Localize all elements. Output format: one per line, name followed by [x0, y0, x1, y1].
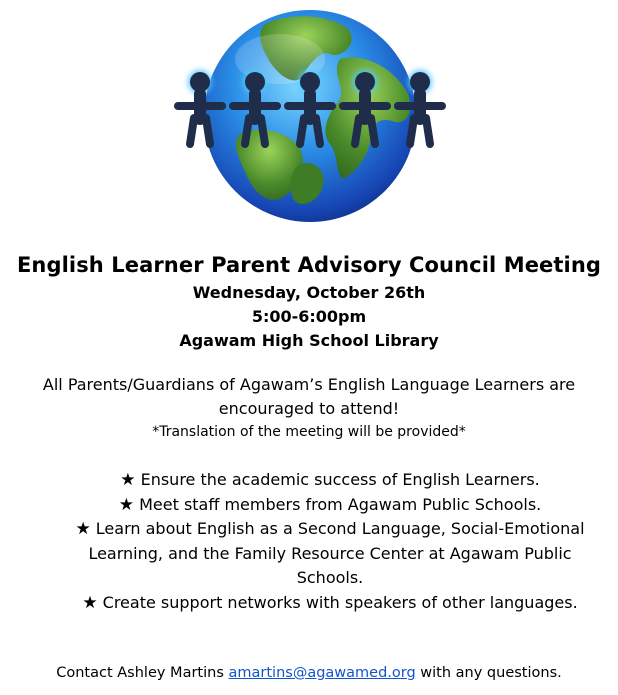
star-icon: ★ [82, 592, 98, 613]
benefits-list [60, 468, 600, 615]
meeting-location: Agawam High School Library [179, 331, 439, 350]
translation-note: *Translation of the meeting will be provided* [152, 424, 466, 440]
star-icon: ★ [75, 519, 91, 539]
list-item [60, 468, 600, 493]
meeting-title: English Learner Parent Advisory Council Meeting [16, 253, 602, 277]
list-item-text: Ensure the academic success of English Learners. [140, 470, 540, 489]
list-item [60, 493, 600, 518]
list-item-text: Create support networks with speakers of other languages. [102, 592, 578, 612]
star-icon: ★ [118, 494, 134, 515]
list-item [60, 517, 600, 591]
star-icon: ★ [120, 470, 136, 490]
meeting-time: 5:00-6:00pm [251, 307, 367, 326]
contact-prefix: Contact Ashley Martins [56, 665, 224, 681]
list-item-text: Learn about English as a Second Language, Social-Emotional Learning, and the Family Resource Center at Agawam Public Schools. [88, 519, 585, 587]
header-logo [0, 0, 618, 232]
list-item-text: Meet staff members from Agawam Public Schools. [139, 494, 542, 514]
meeting-date: Wednesday, October 26th [192, 283, 426, 302]
globe-people-icon [170, 4, 450, 230]
list-item [60, 591, 600, 616]
contact-email-link[interactable]: amartins@agawamed.org [228, 665, 416, 681]
contact-line [0, 663, 618, 683]
intro-text: All Parents/Guardians of Agawam’s English Language Learners are encouraged to attend! [42, 375, 576, 418]
contact-suffix: with any questions. [420, 665, 562, 681]
